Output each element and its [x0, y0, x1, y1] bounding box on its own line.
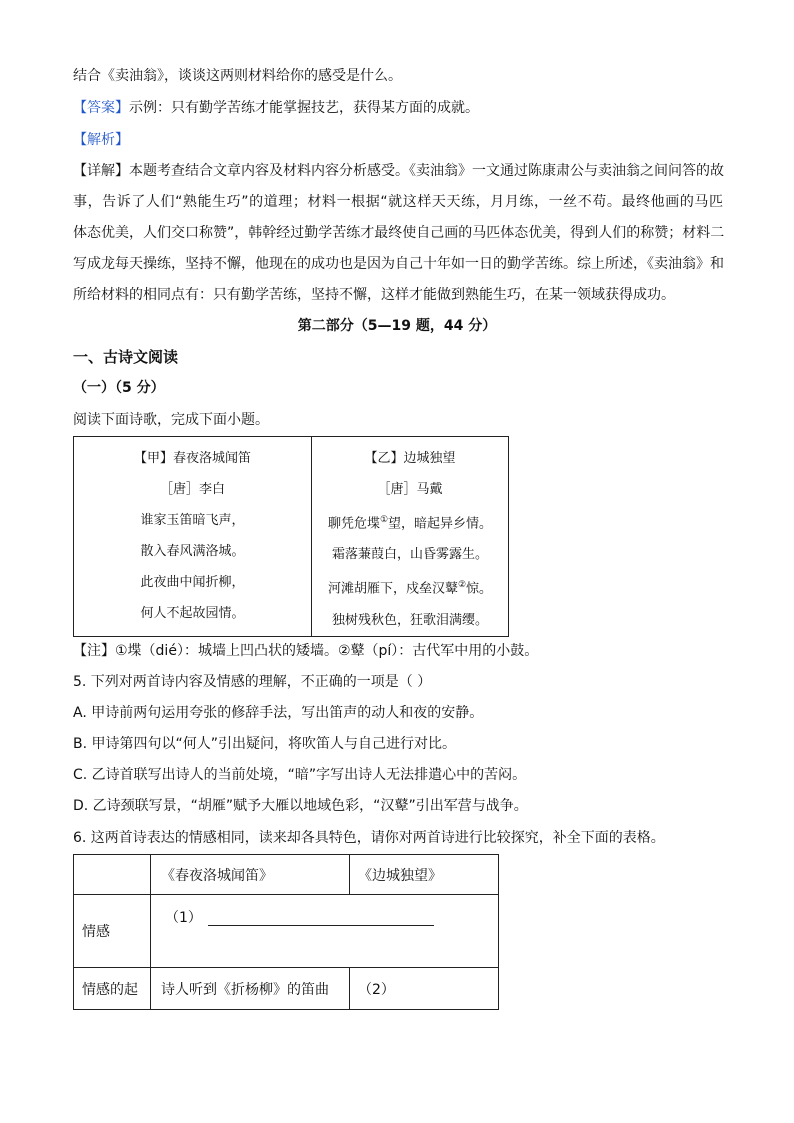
poem-line: 河滩胡雁下，戍垒汉鼙②惊。: [327, 580, 493, 597]
q5-option-c[interactable]: C. 乙诗首联写出诗人的当前处境，“暗”字写出诗人无法排遣心中的苦闷。: [73, 767, 527, 783]
q5-option-d[interactable]: D. 乙诗颈联写景，“胡雁”赋予大雁以地域色彩，“汉鼙”引出军营与战争。: [73, 798, 528, 814]
q6-stem: 6. 这两首诗表达的情感相同，读来却各具特色，请你对两首诗进行比较探究，补全下面的表格。: [73, 830, 665, 846]
detail-line: 所给材料的相同点有：只有勤学苦练，坚持不懈，这样才能做到熟能生巧，在某一领域获得成功。: [73, 287, 675, 303]
row-label-trigger: 情感的起: [74, 968, 151, 1010]
instruction: 阅读下面诗歌，完成下面小题。: [73, 412, 269, 428]
poem-line: 聊凭危堞①望，暗起异乡情。: [327, 515, 493, 532]
header-poem-yi: 《边城独望》: [350, 855, 499, 895]
answer-tag: 【答案】: [73, 100, 129, 116]
analysis-tag: 【解析】: [73, 132, 129, 148]
blank-number: （1）: [165, 910, 202, 926]
answer-line: [73, 98, 723, 118]
detail-line: 事，告诉了人们“熟能生巧”的道理；材料一根据“就这样天天练，月月练，一丝不苟。最终他画的马匹: [73, 194, 723, 210]
poem-table: [73, 436, 509, 637]
poem-title: 【乙】边城独望: [364, 451, 456, 466]
row-label-emotion: 情感: [74, 895, 151, 968]
poem-note: 【注】①堞（dié）：城墙上凹凸状的矮墙。②鼙（pí）：古代军中用的小鼓。: [73, 643, 539, 659]
answer-text: 示例：只有勤学苦练才能掌握技艺，获得某方面的成就。: [129, 100, 479, 116]
footnote-marker: ②: [457, 580, 467, 591]
poem-author: ［唐］马戴: [377, 482, 443, 497]
poem-jia: [74, 437, 312, 637]
poem-line: 散入春风满洛城。: [140, 544, 245, 559]
q5-option-b[interactable]: B. 甲诗第四句以“何人”引出疑问，将吹笛人与自己进行对比。: [73, 736, 457, 752]
emotion-answer-cell[interactable]: [151, 895, 499, 968]
q5-stem: 5. 下列对两首诗内容及情感的理解，不正确的一项是（ ）: [73, 674, 432, 690]
q5-option-a[interactable]: A. 甲诗前两句运用夸张的修辞手法，写出笛声的动人和夜的安静。: [73, 705, 484, 721]
answer-blank[interactable]: [208, 911, 434, 926]
detail-line: 【详解】本题考查结合文章内容及材料内容分析感受。《卖油翁》一文通过陈康肃公与卖油翁之间问答的故: [73, 163, 724, 179]
section-heading: 一、古诗文阅读: [73, 348, 179, 366]
header-poem-jia: 《春夜洛城闻笛》: [151, 855, 350, 895]
poem-yi: [312, 437, 509, 637]
header-empty: [74, 855, 151, 895]
poem-line: 此夜曲中闻折柳，: [140, 575, 245, 590]
trigger-answer-cell[interactable]: （2）: [350, 968, 499, 1010]
footnote-marker: ①: [379, 515, 389, 525]
poem-line: 霜落蒹葭白，山昏雾露生。: [331, 547, 488, 563]
poem-line: 独树残秋色，狂歌泪满缨。: [331, 612, 488, 628]
poem-line: 何人不起故园情。: [140, 606, 245, 621]
question-tail: 结合《卖油翁》，谈谈这两则材料给你的感受是什么。: [73, 68, 402, 84]
sub-heading: （一）（5 分）: [73, 380, 165, 396]
poem-line: 谁家玉笛暗飞声，: [140, 513, 245, 528]
detail-line: 体态优美，人们交口称赞”，韩幹经过勤学苦练才最终使自己画的马匹体态优美，得到人们的称赞；材料二: [73, 225, 725, 241]
compare-table: [73, 854, 499, 1010]
poem-title: 【甲】春夜洛城闻笛: [133, 451, 251, 466]
detail-line: 写成龙每天操练，坚持不懈，他现在的成功也是因为自己十年如一日的勤学苦练。综上所述，《卖油翁》和: [73, 256, 724, 272]
poem-author: ［唐］李白: [159, 482, 225, 497]
trigger-poem-jia: 诗人听到《折杨柳》的笛曲: [151, 968, 350, 1010]
part-heading: 第二部分（5—19 题，44 分）: [297, 318, 497, 334]
